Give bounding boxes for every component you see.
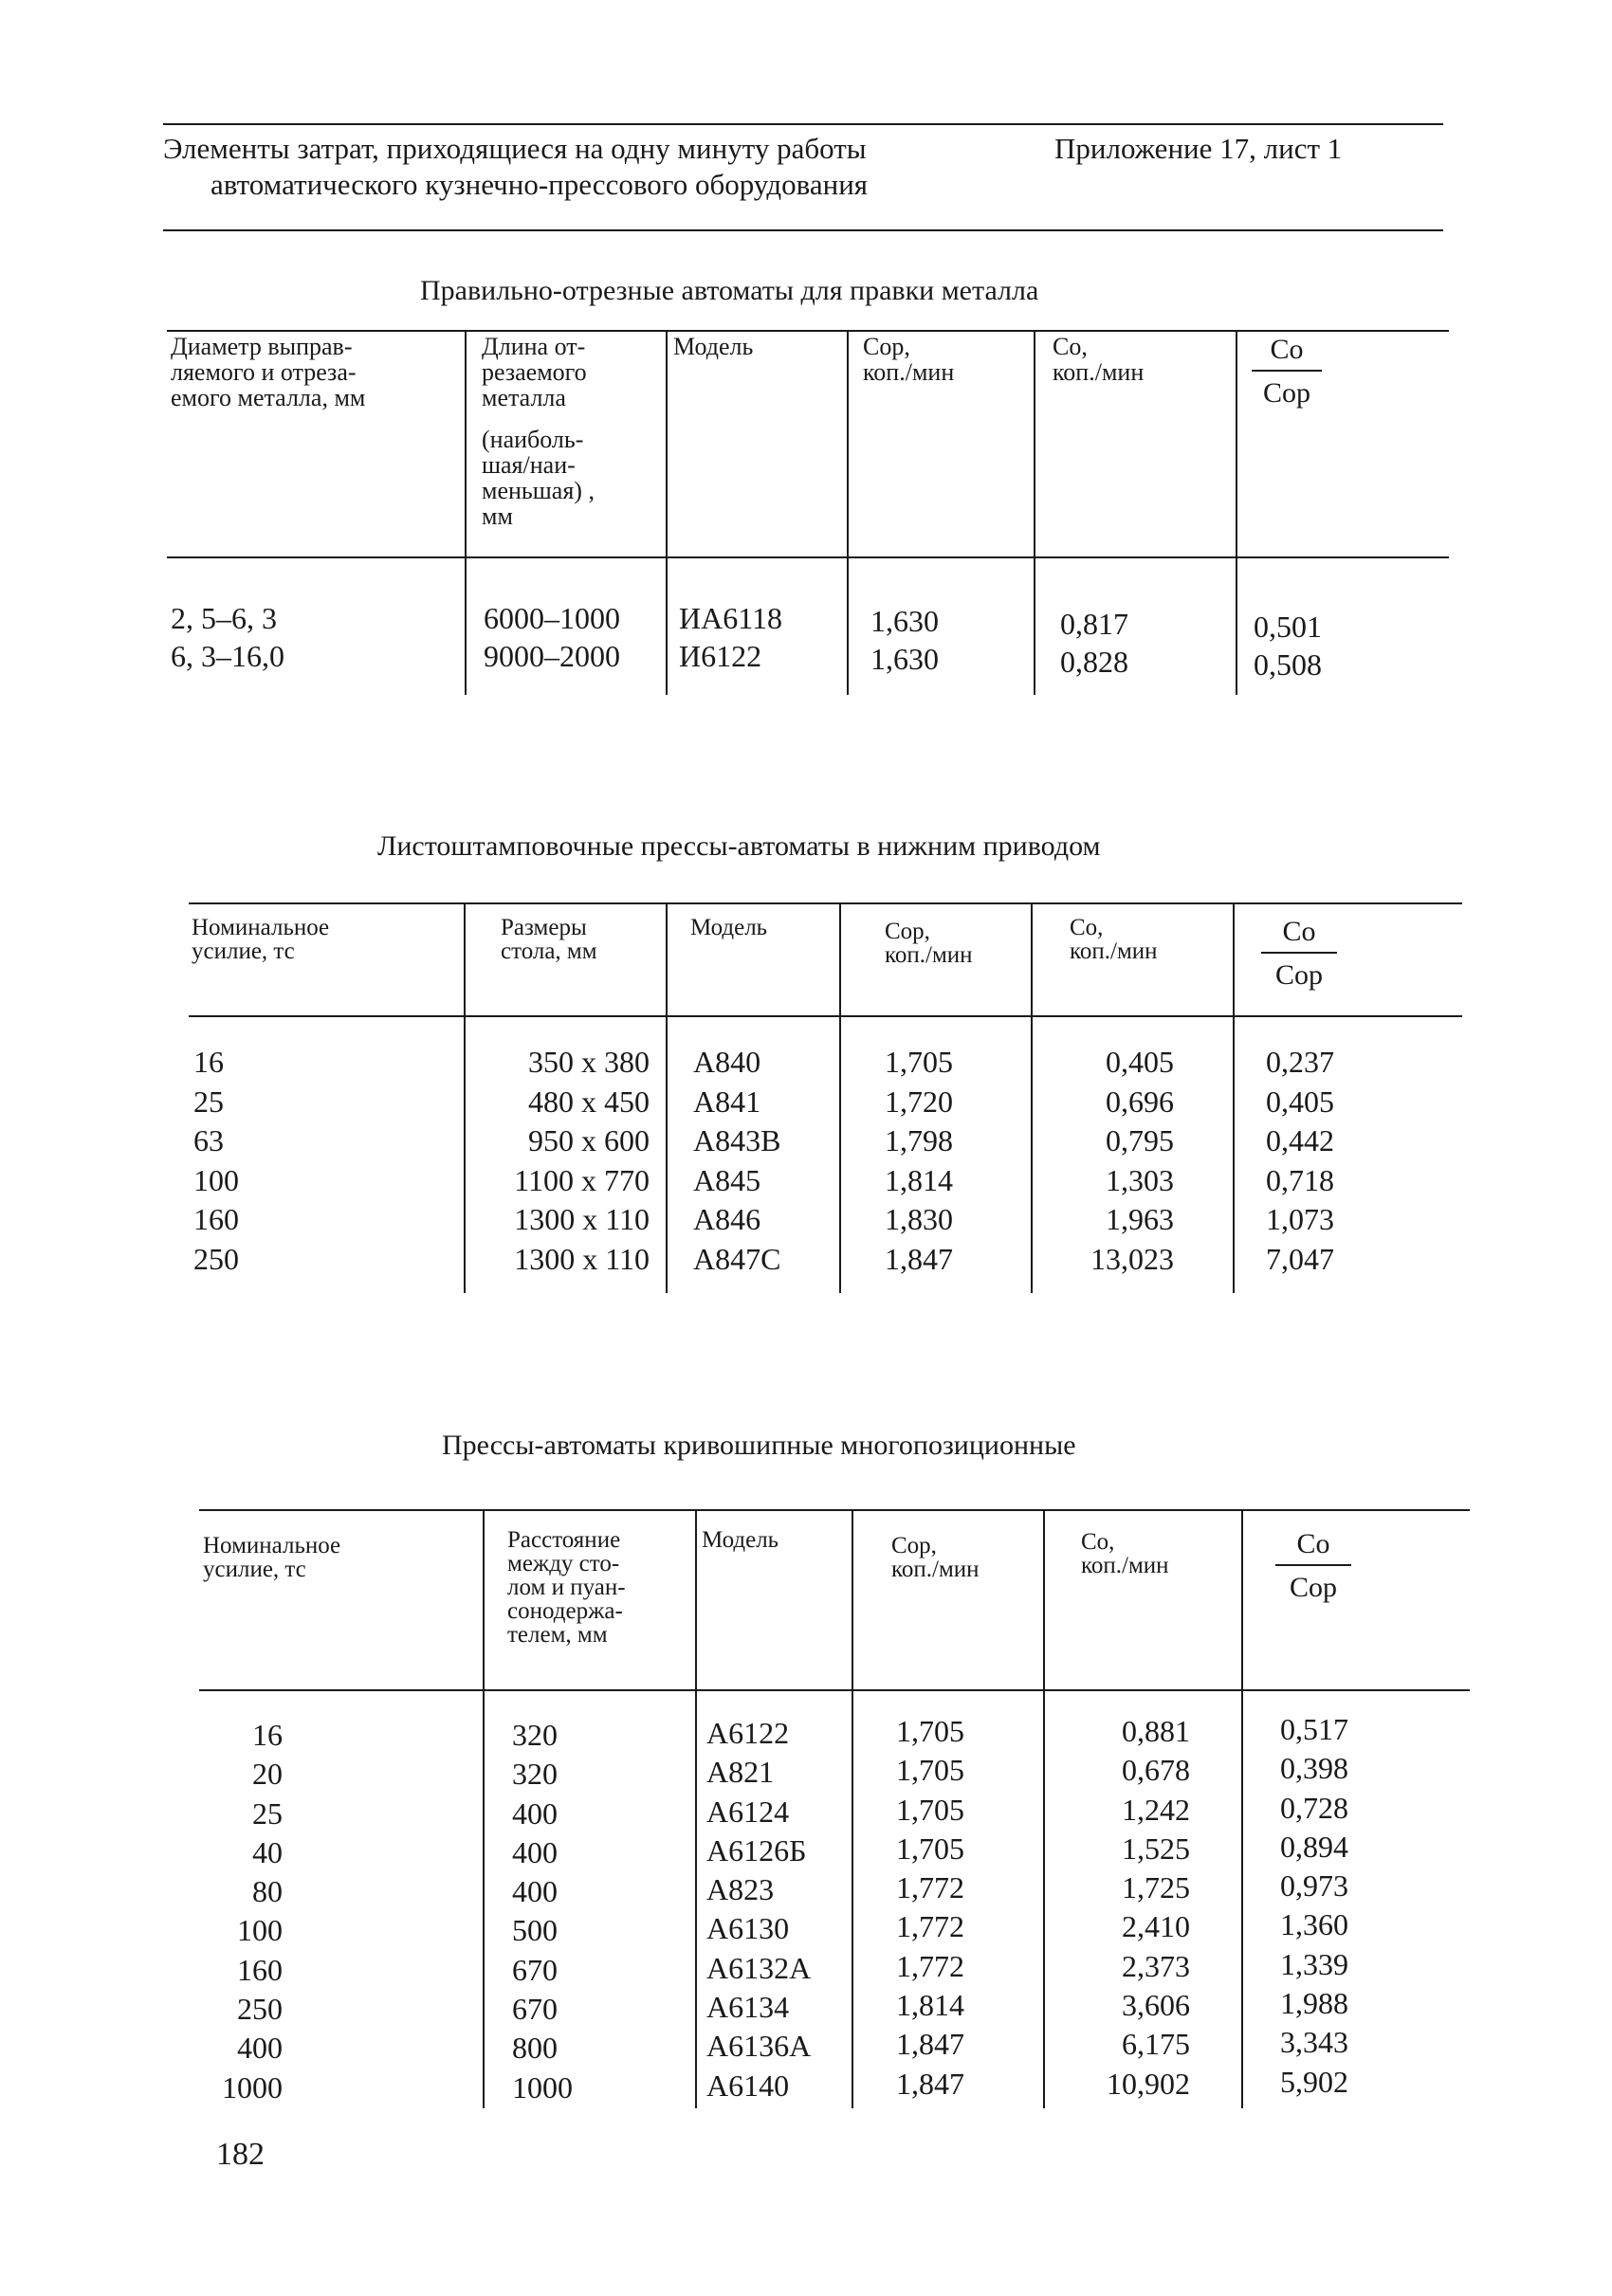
table3-header-distance: Расстояние между сто- лом и пуан- сонодержа- телем, мм <box>507 1527 626 1648</box>
table2-header-rule <box>189 1015 1462 1017</box>
header-top-rule <box>163 123 1443 125</box>
table1-col-co: 0,817 0,828 <box>1060 607 1128 679</box>
table2-header-model: Модель <box>690 915 768 940</box>
fraction-bar <box>1252 370 1322 372</box>
table1-col-divider <box>1236 330 1237 695</box>
table2-col-ratio: 0,237 0,405 0,442 0,718 1,073 7,047 <box>1266 1045 1334 1276</box>
ratio-numerator: Cо <box>1282 916 1316 947</box>
table2-header-force: Номинальное усилие, тс <box>192 915 330 964</box>
table1-header-model: Модель <box>673 333 754 360</box>
table1-header-cop: Cор, коп./мин <box>863 333 955 386</box>
header-appendix: Приложение 17, лист 1 <box>1054 132 1343 165</box>
fraction-bar <box>1275 1564 1351 1566</box>
table1-top-rule <box>167 330 1449 332</box>
table1-col-diameter: 2, 5–6, 3 6, 3–16,0 <box>171 601 284 673</box>
table1-title: Правильно-отрезные автоматы для правки металла <box>420 275 1039 306</box>
ratio-numerator: Cо <box>1270 334 1304 365</box>
header-bottom-rule <box>163 229 1443 231</box>
table1-header-diameter: Диаметр выправ- ляемого и отреза- емого металла, мм <box>171 333 366 411</box>
table3-top-rule <box>199 1509 1470 1511</box>
table1-col-length: 6000–1000 9000–2000 <box>484 601 620 673</box>
table3-title: Прессы-автоматы кривошипные многопозиционные <box>442 1430 1076 1461</box>
table3-col-co: 0,881 0,678 1,242 1,525 1,725 2,410 2,373 3,606 6,175 10,902 <box>1107 1714 1190 2101</box>
table1-col-divider <box>847 330 849 695</box>
table2-col-co: 0,405 0,696 0,795 1,303 1,963 13,023 <box>1090 1045 1174 1276</box>
table1-col-cop: 1,630 1,630 <box>870 604 939 676</box>
table1-header-length-note: (наиболь- шая/наи- меньшая) , мм <box>482 426 595 530</box>
header-title-line2: автоматического кузнечно-прессового оборудования <box>211 168 869 201</box>
table3-header-force: Номинальное усилие, тс <box>203 1533 341 1582</box>
table3-col-cop: 1,705 1,705 1,705 1,705 1,772 1,772 1,772 1,814 1,847 1,847 <box>896 1714 964 2101</box>
table3-header-ratio <box>1275 1528 1351 1604</box>
table2-header-co: Cо, коп./мин <box>1070 915 1158 964</box>
table3-col-divider <box>1043 1509 1045 2108</box>
table1-col-divider <box>465 330 467 695</box>
table2-header-ratio <box>1261 916 1337 992</box>
table1-col-ratio: 0,501 0,508 <box>1254 610 1322 682</box>
table2-col-divider <box>839 902 841 1293</box>
table3-col-divider <box>483 1509 485 2108</box>
table1-header-length: Длина от- резаемого металла <box>482 333 587 411</box>
table2-col-divider <box>1233 902 1235 1293</box>
table3-header-rule <box>199 1689 1470 1691</box>
table1-header-rule <box>167 556 1449 558</box>
ratio-denominator: Cор <box>1262 377 1310 409</box>
table1-col-divider <box>666 330 668 695</box>
fraction-bar <box>1261 952 1337 954</box>
table3-col-force: 16 20 25 40 80 100 160 250 400 1000 <box>222 1718 283 2105</box>
table2-col-divider <box>1031 902 1033 1293</box>
table3-header-model: Модель <box>702 1527 779 1553</box>
table3-col-divider <box>1241 1509 1243 2108</box>
table2-col-cop: 1,705 1,720 1,798 1,814 1,830 1,847 <box>885 1045 953 1276</box>
table2-header-table-size: Размеры стола, мм <box>501 915 597 964</box>
table3-col-ratio: 0,517 0,398 0,728 0,894 0,973 1,360 1,339 1,988 3,343 5,902 <box>1280 1712 1348 2099</box>
table2-title: Листоштамповочные прессы-автоматы в нижним приводом <box>377 830 1101 862</box>
ratio-denominator: Cор <box>1274 959 1323 991</box>
table2-col-model: А840 А841 А843В А845 А846 А847С <box>693 1045 781 1276</box>
table2-col-divider <box>464 902 466 1293</box>
table2-col-table-size: 350 х 380 480 х 450 950 х 600 1100 х 770 1300 х 110 1300 х 110 <box>514 1045 650 1276</box>
table2-col-force: 16 25 63 100 160 250 <box>193 1045 239 1276</box>
table2-top-rule <box>189 902 1462 904</box>
ratio-numerator: Cо <box>1296 1528 1330 1559</box>
table1-header-co: Cо, коп./мин <box>1053 333 1145 386</box>
table3-header-cop: Cор, коп./мин <box>891 1533 980 1582</box>
ratio-denominator: Cор <box>1289 1572 1337 1603</box>
header-title-line1: Элементы затрат, приходящиеся на одну минуту работы <box>163 132 867 165</box>
table3-col-divider <box>695 1509 697 2108</box>
table2-col-divider <box>666 902 668 1293</box>
table2-header-cop: Cор, коп./мин <box>885 919 973 968</box>
table3-col-distance: 320 320 400 400 400 500 670 670 800 1000 <box>512 1718 573 2105</box>
table3-header-co: Cо, коп./мин <box>1081 1529 1169 1578</box>
table1-header-ratio <box>1252 334 1322 410</box>
table1-col-divider <box>1034 330 1035 695</box>
page-number: 182 <box>216 2137 265 2172</box>
table1-col-model: ИА6118 И6122 <box>679 601 783 673</box>
table3-col-model: А6122 А821 А6124 А6126Б А823 А6130 А6132А А6134 А6136А А6140 <box>706 1716 812 2103</box>
table3-col-divider <box>852 1509 853 2108</box>
